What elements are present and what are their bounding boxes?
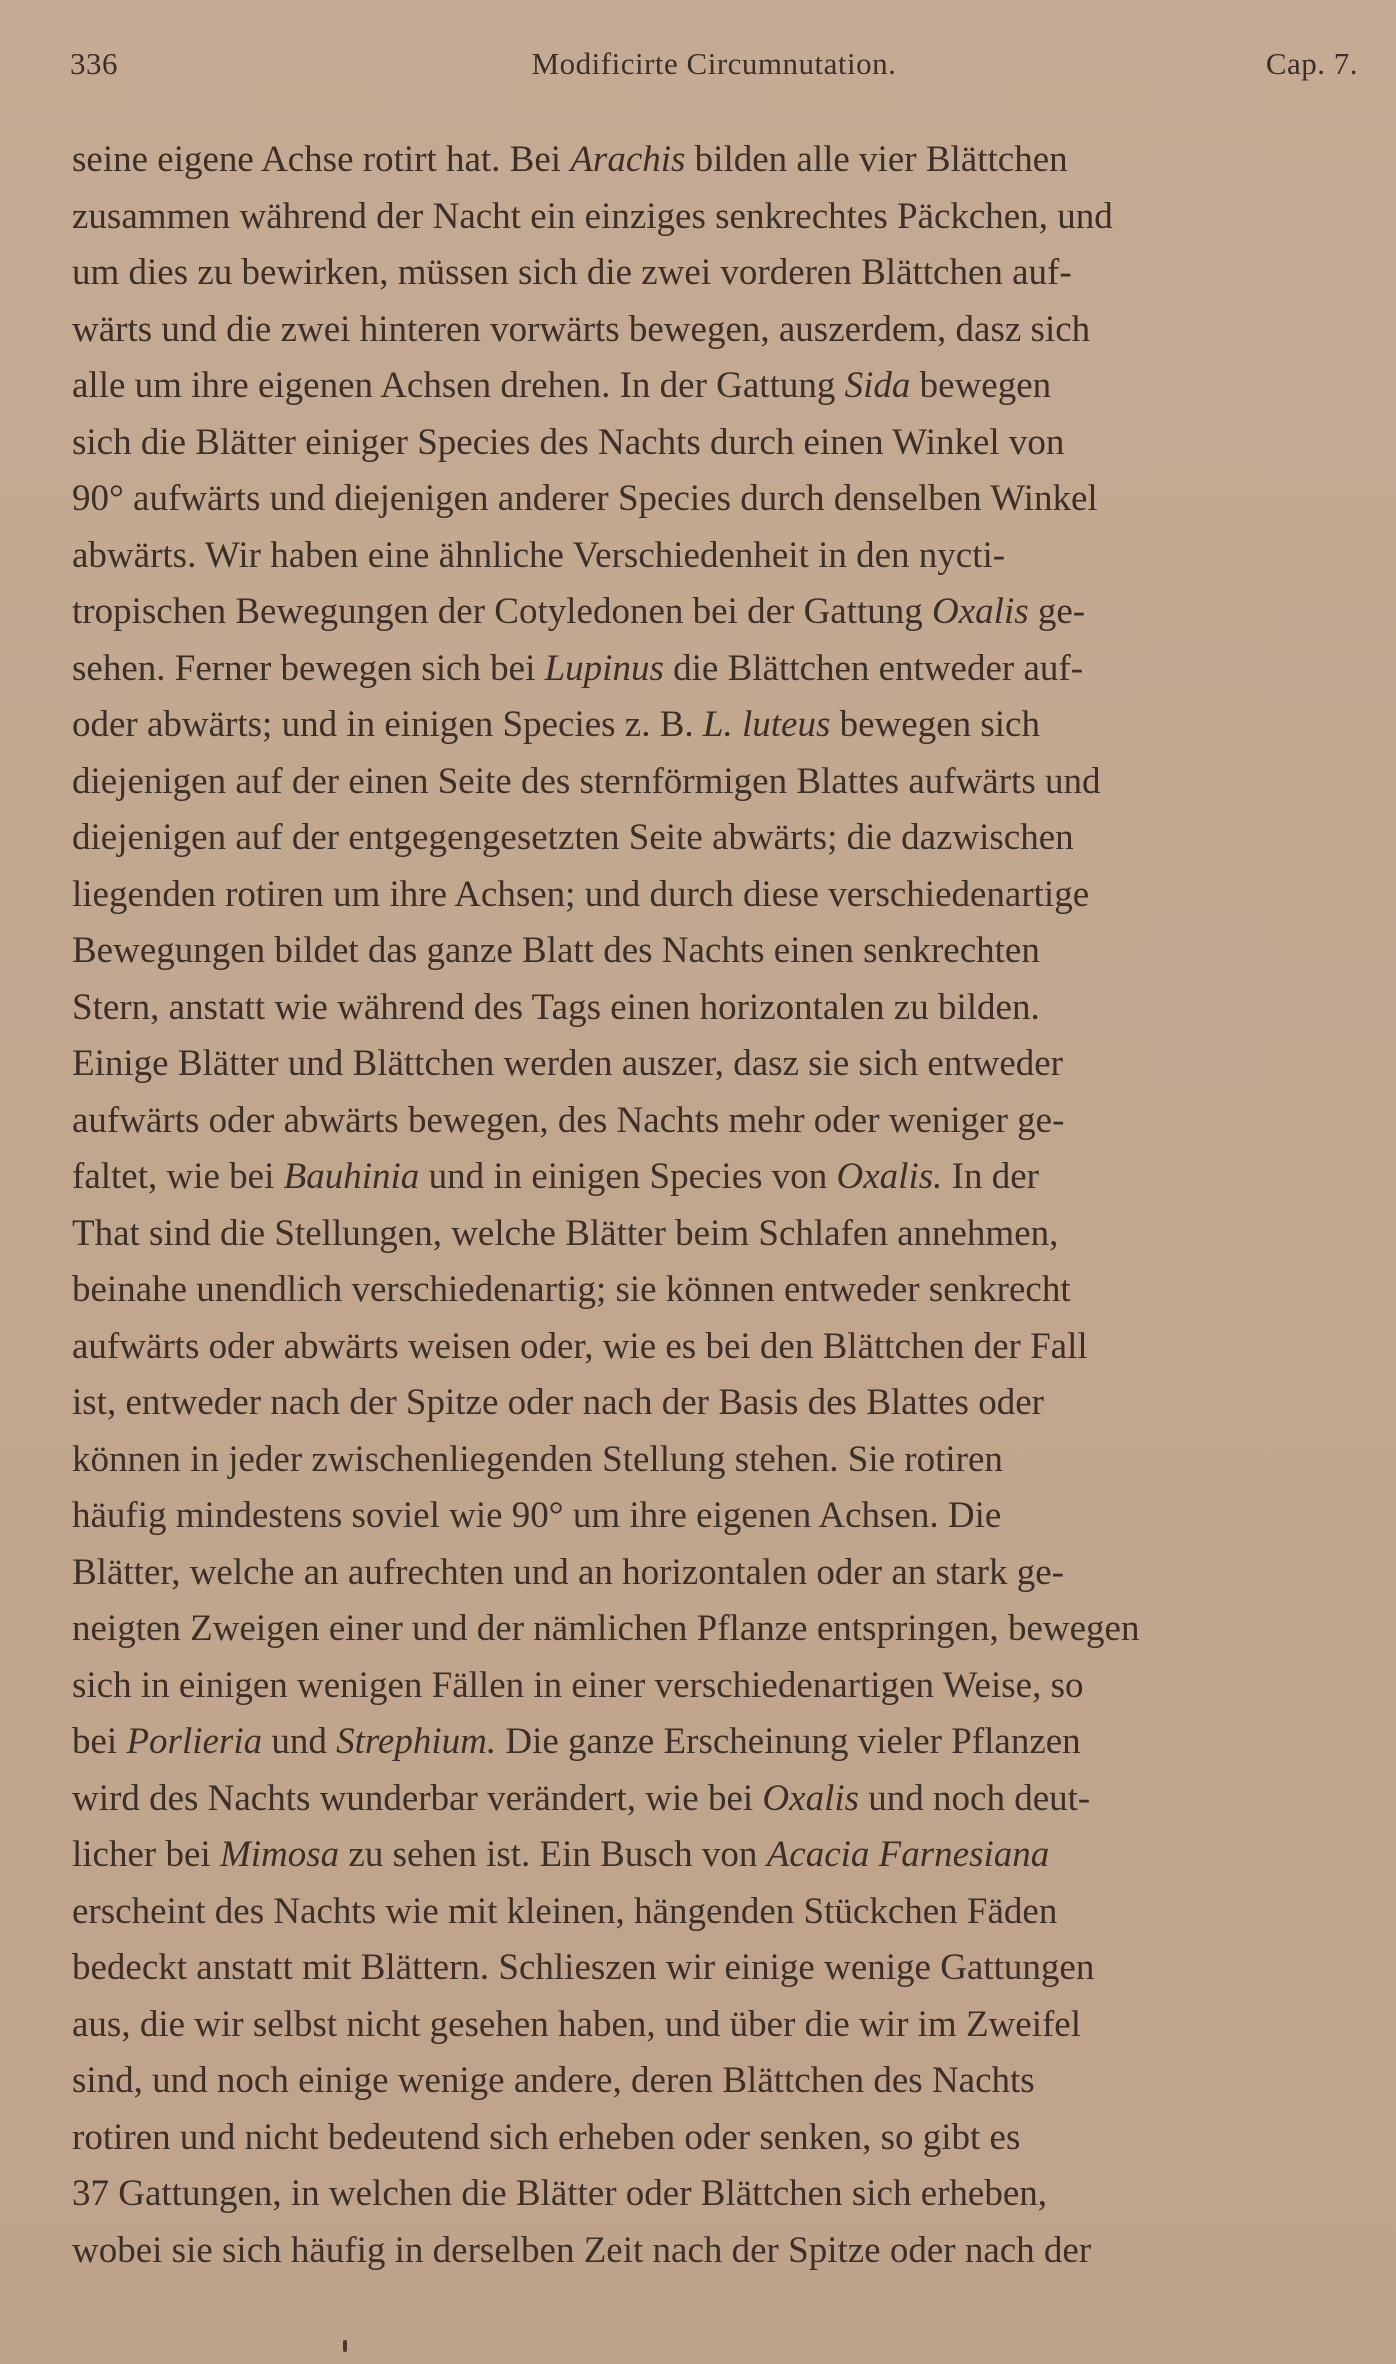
text-segment: und in einigen Species von xyxy=(419,1156,837,1197)
text-line xyxy=(72,1488,1352,1545)
text-line xyxy=(72,245,1352,302)
text-line xyxy=(72,1601,1352,1658)
text-line xyxy=(72,2110,1352,2167)
italic-term: Mimosa xyxy=(219,1834,340,1875)
text-segment: wird des Nachts wunderbar verändert, wie bei xyxy=(72,1777,763,1819)
text-line xyxy=(72,528,1352,585)
text-segment: faltet, wie bei xyxy=(72,1156,284,1197)
text-segment: häufig mindestens soviel wie 90° um ihre eigenen Achsen. Die xyxy=(72,1495,1002,1536)
text-segment: aus, die wir selbst nicht gesehen haben, und über die wir im Zweifel xyxy=(72,2003,1081,2045)
text-line xyxy=(72,302,1352,359)
text-segment: Stern, anstatt wie während des Tags einen horizontalen zu bilden. xyxy=(72,986,1040,1028)
text-segment: sind, und noch einige wenige andere, deren Blättchen des Nachts xyxy=(72,2060,1035,2101)
text-segment: alle um ihre eigenen Achsen drehen. In der Gattung xyxy=(72,365,845,406)
text-line xyxy=(72,1149,1352,1206)
text-line xyxy=(72,1036,1352,1093)
text-segment: wobei sie sich häufig in derselben Zeit nach der Spitze oder nach der xyxy=(72,2229,1092,2271)
text-segment: Bewegungen bildet das ganze Blatt des Nachts einen senkrechten xyxy=(72,930,1040,971)
text-line xyxy=(72,697,1352,754)
text-segment: Einige Blätter und Blättchen werden auszer, dasz sie sich entweder xyxy=(72,1043,1063,1084)
text-line xyxy=(72,358,1352,415)
italic-term: Oxalis xyxy=(762,1777,860,1819)
text-segment: sich in einigen wenigen Fällen in einer verschiedenartigen Weise, so xyxy=(72,1664,1084,1706)
print-speck xyxy=(343,2340,347,2352)
text-line xyxy=(72,1432,1352,1489)
text-segment: Die ganze Erscheinung vieler Pflanzen xyxy=(496,1721,1081,1762)
text-line xyxy=(72,471,1352,528)
text-line xyxy=(72,1884,1352,1941)
running-header xyxy=(70,46,1358,94)
text-segment: bedeckt anstatt mit Blättern. Schlieszen wir einige wenige Gattungen xyxy=(72,1947,1095,1988)
text-segment: um dies zu bewirken, müssen sich die zwei vorderen Blättchen auf- xyxy=(72,252,1072,293)
text-segment: sehen. Ferner bewegen sich bei xyxy=(72,647,545,689)
text-segment: seine eigene Achse rotirt hat. Bei xyxy=(72,139,571,180)
text-line xyxy=(72,132,1352,189)
italic-term: Bauhinia xyxy=(283,1156,420,1197)
text-line xyxy=(72,810,1352,867)
text-line xyxy=(72,1940,1352,1997)
text-segment: bewegen xyxy=(910,365,1052,406)
text-segment: abwärts. Wir haben eine ähnliche Verschiedenheit in den nycti- xyxy=(72,534,1006,576)
text-segment: ist, entweder nach der Spitze oder nach der Basis des Blattes oder xyxy=(72,1382,1044,1423)
italic-term: Oxalis xyxy=(932,591,1029,632)
body-text xyxy=(72,132,1352,2279)
text-segment: diejenigen auf der entgegengesetzten Seite abwärts; die dazwischen xyxy=(72,817,1074,858)
page-number: 336 xyxy=(70,46,118,81)
text-segment: rotiren und nicht bedeutend sich erheben oder senken, so gibt es xyxy=(72,2116,1021,2158)
text-segment: 90° aufwärts und diejenigen anderer Species durch denselben Winkel xyxy=(72,478,1098,519)
text-segment: oder abwärts; und in einigen Species z. B. xyxy=(72,704,703,745)
italic-term: Acacia Farnesiana xyxy=(766,1834,1050,1875)
text-segment: That sind die Stellungen, welche Blätter beim Schlafen annehmen, xyxy=(72,1212,1059,1254)
text-line xyxy=(72,1262,1352,1319)
text-line xyxy=(72,1714,1352,1771)
italic-term: Sida xyxy=(844,365,911,406)
text-line xyxy=(72,584,1352,641)
text-segment: bilden alle vier Blättchen xyxy=(685,139,1068,180)
text-line xyxy=(72,980,1352,1037)
text-line xyxy=(72,1658,1352,1715)
text-segment: neigten Zweigen einer und der nämlichen Pflanze entspringen, bewegen xyxy=(72,1608,1140,1649)
text-line xyxy=(72,1093,1352,1150)
text-segment: diejenigen auf der einen Seite des sternförmigen Blattes aufwärts und xyxy=(72,760,1101,802)
text-segment: Blätter, welche an aufrechten und an horizontalen oder an stark ge- xyxy=(72,1551,1064,1593)
text-segment: liegenden rotiren um ihre Achsen; und durch diese verschiedenartige xyxy=(72,873,1090,915)
text-line xyxy=(72,2223,1352,2280)
text-line xyxy=(72,1827,1352,1884)
text-line xyxy=(72,1375,1352,1432)
italic-term: Oxalis. xyxy=(836,1156,943,1197)
text-line xyxy=(72,1997,1352,2054)
text-segment: zusammen während der Nacht ein einziges senkrechtes Päckchen, und xyxy=(72,195,1113,237)
text-segment: die Blättchen entweder auf- xyxy=(663,647,1084,689)
text-segment: und noch deut- xyxy=(859,1777,1091,1819)
chapter-label: Cap. 7. xyxy=(1265,46,1358,81)
text-segment: wärts und die zwei hinteren vorwärts bewegen, auszerdem, dasz sich xyxy=(72,308,1091,350)
italic-term: Arachis xyxy=(570,139,686,180)
italic-term: Lupinus xyxy=(544,647,664,689)
text-segment: beinahe unendlich verschiedenartig; sie können entweder senkrecht xyxy=(72,1269,1071,1310)
text-segment: sich die Blätter einiger Species des Nachts durch einen Winkel von xyxy=(72,421,1065,463)
text-line xyxy=(72,415,1352,472)
text-line xyxy=(72,2053,1352,2110)
text-line xyxy=(72,867,1352,924)
text-line xyxy=(72,754,1352,811)
text-segment: ge- xyxy=(1028,591,1086,632)
text-segment: 37 Gattungen, in welchen die Blätter oder Blättchen sich erheben, xyxy=(72,2173,1048,2214)
text-segment: aufwärts oder abwärts bewegen, des Nachts mehr oder weniger ge- xyxy=(72,1099,1065,1141)
text-line xyxy=(72,1319,1352,1376)
text-line xyxy=(72,641,1352,698)
text-segment: bei xyxy=(72,1721,127,1762)
italic-term: Strephium. xyxy=(336,1721,497,1762)
text-line xyxy=(72,1545,1352,1602)
text-line xyxy=(72,189,1352,246)
italic-term: L. luteus xyxy=(702,704,831,745)
text-segment: bewegen sich xyxy=(830,704,1040,745)
text-segment: zu sehen ist. Ein Busch von xyxy=(339,1834,767,1875)
text-line xyxy=(72,1771,1352,1828)
text-segment: tropischen Bewegungen der Cotyledonen bei der Gattung xyxy=(72,591,933,632)
text-segment: In der xyxy=(942,1156,1039,1197)
running-title: Modificirte Circumnutation. xyxy=(531,46,897,81)
text-segment: aufwärts oder abwärts weisen oder, wie es bei den Blättchen der Fall xyxy=(72,1325,1088,1367)
text-segment: und xyxy=(262,1721,337,1762)
text-segment: können in jeder zwischenliegenden Stellung stehen. Sie rotiren xyxy=(72,1438,1003,1480)
text-segment: licher bei xyxy=(72,1834,220,1875)
text-line xyxy=(72,1206,1352,1263)
text-segment: erscheint des Nachts wie mit kleinen, hängenden Stückchen Fäden xyxy=(72,1890,1058,1932)
text-line xyxy=(72,923,1352,980)
text-line xyxy=(72,2166,1352,2223)
italic-term: Porlieria xyxy=(126,1721,263,1762)
